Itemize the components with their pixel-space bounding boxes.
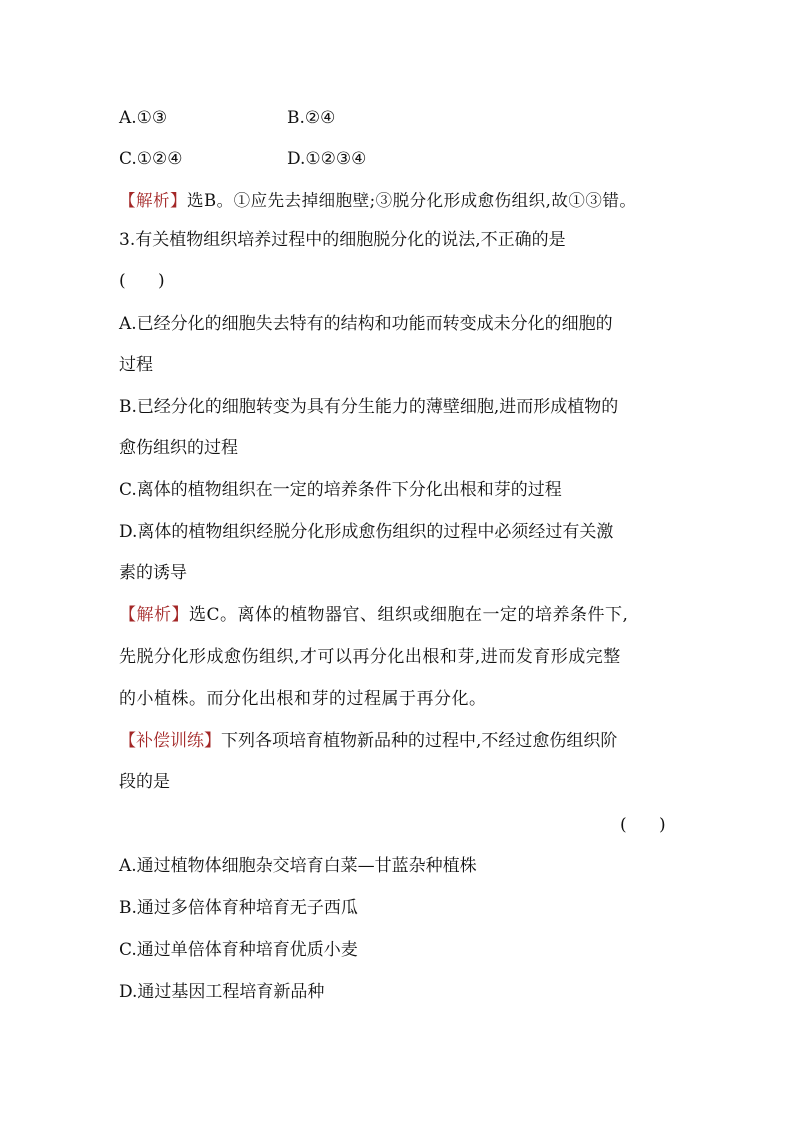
supplement-stem-line2: 段的是 xyxy=(119,772,170,792)
q3-analysis-line1 xyxy=(119,604,628,626)
supplement-stem-text: 下列各项培育植物新品种的过程中,不经过愈伤组织阶 xyxy=(221,731,618,751)
analysis-tag: 【解析】 xyxy=(119,191,187,210)
q3-option-c: C.离体的植物组织在一定的培养条件下分化出根和芽的过程 xyxy=(119,480,562,500)
supplement-option-d: D.通过基因工程培育新品种 xyxy=(119,982,325,1002)
q2-analysis xyxy=(119,190,636,212)
supplement-option-a: A.通过植物体细胞杂交培育白菜—甘蓝杂种植株 xyxy=(119,856,477,876)
q2-option-b: B.②④ xyxy=(287,108,336,128)
q3-option-b-line1: B.已经分化的细胞转变为具有分生能力的薄壁细胞,进而形成植物的 xyxy=(119,397,619,417)
supplement-option-b: B.通过多倍体育种培育无子西瓜 xyxy=(119,898,358,918)
q2-option-c: C.①②④ xyxy=(119,149,183,169)
q3-option-d-line1: D.离体的植物组织经脱分化形成愈伤组织的过程中必须经过有关激 xyxy=(119,522,614,542)
q3-analysis-text-1: 选C。离体的植物器官、组织或细胞在一定的培养条件下, xyxy=(189,605,629,625)
q3-option-d-line2: 素的诱导 xyxy=(119,563,187,583)
q3-analysis-line3: 的小植株。而分化出根和芽的过程属于再分化。 xyxy=(119,689,487,709)
analysis-tag: 【解析】 xyxy=(119,605,189,625)
q2-analysis-text: 选B。①应先去掉细胞壁;③脱分化形成愈伤组织,故①③错。 xyxy=(187,191,637,210)
q3-analysis-line2: 先脱分化形成愈伤组织,才可以再分化出根和芽,进而发育形成完整 xyxy=(119,647,621,667)
supplement-option-c: C.通过单倍体育种培育优质小麦 xyxy=(119,940,358,960)
q3-answer-paren: ( ) xyxy=(119,271,165,291)
supplement-tag: 【补偿训练】 xyxy=(119,731,221,751)
q3-stem: 3.有关植物组织培养过程中的细胞脱分化的说法,不正确的是 xyxy=(119,230,566,250)
q3-option-a-line1: A.已经分化的细胞失去特有的结构和功能而转变成未分化的细胞的 xyxy=(119,314,613,334)
q2-option-d: D.①②③④ xyxy=(287,149,367,169)
supplement-stem-line1 xyxy=(119,730,617,752)
q3-option-b-line2: 愈伤组织的过程 xyxy=(119,438,238,458)
q2-option-a: A.①③ xyxy=(119,108,168,128)
q3-option-a-line2: 过程 xyxy=(119,355,153,375)
supplement-answer-paren: ( ) xyxy=(620,815,666,835)
